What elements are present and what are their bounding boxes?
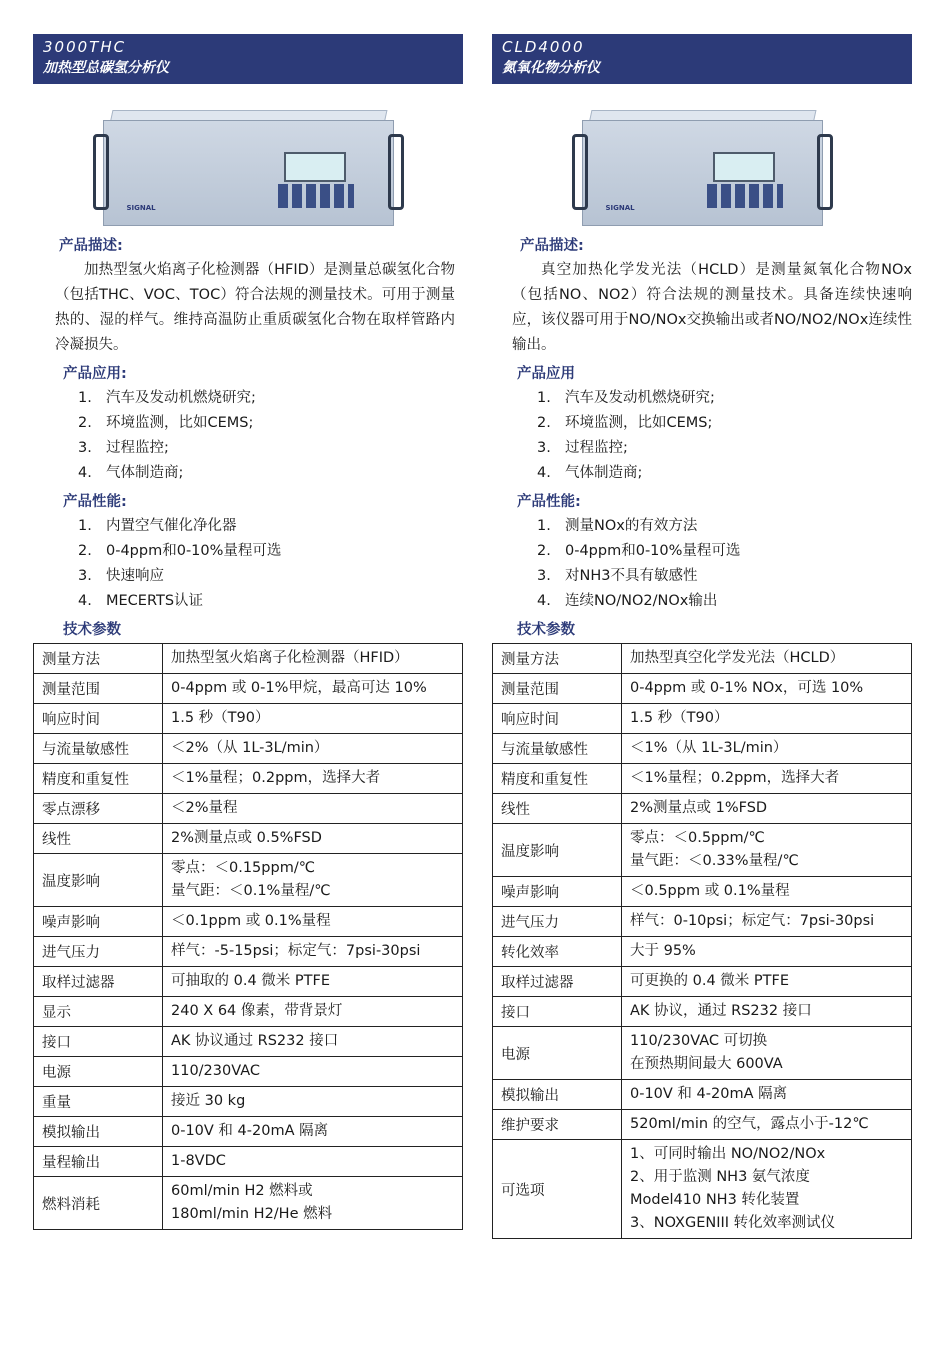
spec-value [163, 734, 463, 764]
analyzer-device-image [570, 116, 835, 226]
spec-value [622, 1140, 912, 1239]
spec-value-line: ＜2%量程 [171, 800, 238, 816]
spec-row [493, 764, 912, 794]
product-header-banner [492, 34, 912, 84]
applications-list [492, 386, 912, 486]
spec-value-line: 0-4ppm 或 0-1%甲烷，最高可达 10% [171, 680, 427, 696]
product-name: 加热型总碳氢分析仪 [43, 60, 169, 76]
list-item-text: 汽车及发动机燃烧研究; [106, 390, 256, 406]
specs-table [33, 643, 463, 1230]
device-keypad [278, 184, 354, 208]
spec-row [493, 877, 912, 907]
spec-row [493, 1140, 912, 1239]
spec-value-line: 在预热期间最大 600VA [630, 1056, 783, 1072]
spec-value [622, 794, 912, 824]
spec-value-line: 3、NOXGENIII 转化效率测试仪 [630, 1215, 836, 1231]
performance-heading: 产品性能: [63, 494, 127, 510]
spec-row [34, 794, 463, 824]
spec-value [163, 1177, 463, 1230]
spec-row [493, 704, 912, 734]
spec-value [622, 1080, 912, 1110]
spec-value [163, 644, 463, 674]
spec-value-line: AK 协议，通过 RS232 接口 [630, 1003, 812, 1019]
spec-row [34, 824, 463, 854]
list-item-text: 汽车及发动机燃烧研究; [565, 390, 715, 406]
list-item [537, 514, 912, 539]
list-item-number: 1. [537, 518, 551, 534]
spec-label: 取样过滤器 [493, 967, 622, 997]
list-item [537, 539, 912, 564]
spec-label: 响应时间 [34, 704, 163, 734]
spec-value [622, 824, 912, 877]
description-text: 真空加热化学发光法（HCLD）是测量氮氧化合物NOx（包括NO、NO2）符合法规的测量技术。具备连续快速响应，该仪器可用于NO/NOx交换输出或者NO/NO2/NOx连续性输出。 [512, 262, 912, 353]
spec-value [622, 644, 912, 674]
list-item [78, 386, 463, 411]
list-item [537, 411, 912, 436]
list-item-number: 2. [78, 415, 92, 431]
list-item-text: 0-4ppm和0-10%量程可选 [565, 543, 741, 559]
spec-value-line: ＜0.1ppm 或 0.1%量程 [171, 913, 331, 929]
spec-label: 精度和重复性 [34, 764, 163, 794]
list-item-number: 4. [78, 465, 92, 481]
spec-row [34, 1087, 463, 1117]
spec-value-line: 大于 95% [630, 943, 696, 959]
spec-row [493, 734, 912, 764]
list-item-number: 3. [78, 440, 92, 456]
list-item-number: 2. [78, 543, 92, 559]
spec-label: 噪声影响 [34, 907, 163, 937]
spec-label: 温度影响 [493, 824, 622, 877]
list-item-text: 内置空气催化净化器 [106, 518, 237, 534]
product-header-banner [33, 34, 463, 84]
spec-value [163, 907, 463, 937]
performance-list [33, 514, 463, 614]
spec-value-line: 60ml/min H2 燃料或 [171, 1183, 313, 1199]
list-item-number: 3. [78, 568, 92, 584]
spec-value [622, 907, 912, 937]
list-item-text: 快速响应 [106, 568, 164, 584]
rack-handle-left [93, 134, 109, 210]
spec-value [622, 764, 912, 794]
spec-row [34, 1027, 463, 1057]
spec-label: 模拟输出 [493, 1080, 622, 1110]
list-item-number: 4. [537, 465, 551, 481]
spec-label: 测量方法 [34, 644, 163, 674]
list-item-number: 4. [537, 593, 551, 609]
spec-value [163, 1057, 463, 1087]
spec-value-line: 0-10V 和 4-20mA 隔离 [630, 1086, 788, 1102]
spec-label: 温度影响 [34, 854, 163, 907]
spec-row [493, 824, 912, 877]
spec-value [163, 704, 463, 734]
applications-heading: 产品应用: [63, 366, 127, 382]
spec-value-line: 520ml/min 的空气，露点小于-12℃ [630, 1116, 869, 1132]
spec-value-line: ＜0.5ppm 或 0.1%量程 [630, 883, 790, 899]
specs-heading: 技术参数 [63, 622, 121, 638]
list-item [78, 514, 463, 539]
applications-heading: 产品应用 [517, 366, 575, 382]
spec-value-line: 量气距：＜0.33%量程/℃ [630, 853, 799, 869]
list-item [78, 539, 463, 564]
spec-row [34, 1177, 463, 1230]
device-brand-logo: SIGNAL [126, 204, 156, 212]
performance-list [492, 514, 912, 614]
list-item-text: MECERTS认证 [106, 593, 204, 609]
spec-value-line: 2%测量点或 0.5%FSD [171, 830, 322, 846]
spec-value [622, 877, 912, 907]
spec-value-line: 加热型真空化学发光法（HCLD） [630, 650, 845, 666]
device-display [284, 152, 346, 182]
description-heading: 产品描述: [520, 238, 584, 254]
spec-row [493, 937, 912, 967]
spec-label: 进气压力 [493, 907, 622, 937]
list-item-text: 过程监控; [565, 440, 628, 456]
list-item-text: 测量NOx的有效方法 [565, 518, 698, 534]
spec-value-line: Model410 NH3 转化装置 [630, 1192, 800, 1208]
spec-label: 测量方法 [493, 644, 622, 674]
list-item-text: 连续NO/NO2/NOx输出 [565, 593, 718, 609]
spec-label: 线性 [34, 824, 163, 854]
list-item-number: 3. [537, 440, 551, 456]
list-item [537, 386, 912, 411]
list-item-text: 对NH3不具有敏感性 [565, 568, 698, 584]
list-item-text: 过程监控; [106, 440, 169, 456]
rack-handle-right [388, 134, 404, 210]
applications-list [33, 386, 463, 486]
specs-table [492, 643, 912, 1239]
list-item-text: 气体制造商; [106, 465, 184, 481]
spec-label: 转化效率 [493, 937, 622, 967]
device-brand-logo: SIGNAL [605, 204, 635, 212]
spec-value-line: 可更换的 0.4 微米 PTFE [630, 973, 789, 989]
spec-row [34, 704, 463, 734]
spec-label: 维护要求 [493, 1110, 622, 1140]
spec-value-line: 接近 30 kg [171, 1093, 246, 1109]
spec-value-line: 110/230VAC [171, 1063, 261, 1079]
spec-value-line: 加热型氢火焰离子化检测器（HFID） [171, 650, 409, 666]
spec-row [34, 937, 463, 967]
spec-value [163, 824, 463, 854]
list-item-number: 4. [78, 593, 92, 609]
spec-row [34, 674, 463, 704]
list-item [537, 589, 912, 614]
spec-value [163, 794, 463, 824]
spec-value-line: 180ml/min H2/He 燃料 [171, 1206, 333, 1222]
spec-value [163, 854, 463, 907]
spec-value-line: 样气：-5-15psi；标定气：7psi-30psi [171, 943, 421, 959]
spec-value [163, 1027, 463, 1057]
spec-row [34, 854, 463, 907]
list-item [78, 411, 463, 436]
spec-value-line: 1.5 秒（T90） [630, 710, 729, 726]
spec-row [493, 794, 912, 824]
product-column-3000thc [33, 34, 463, 1230]
spec-label: 量程输出 [34, 1147, 163, 1177]
spec-value-line: 2、用于监测 NH3 氨气浓度 [630, 1169, 810, 1185]
spec-value-line: 可抽取的 0.4 微米 PTFE [171, 973, 330, 989]
model-name: 3000THC [43, 38, 127, 56]
list-item-number: 2. [537, 415, 551, 431]
list-item-text: 环境监测，比如CEMS; [565, 415, 713, 431]
spec-row [34, 997, 463, 1027]
spec-label: 进气压力 [34, 937, 163, 967]
list-item-number: 2. [537, 543, 551, 559]
spec-value [622, 967, 912, 997]
spec-row [493, 1080, 912, 1110]
spec-value-line: 1.5 秒（T90） [171, 710, 270, 726]
spec-row [34, 907, 463, 937]
spec-value [622, 704, 912, 734]
spec-value [622, 1027, 912, 1080]
spec-label: 响应时间 [493, 704, 622, 734]
spec-value [622, 734, 912, 764]
spec-label: 取样过滤器 [34, 967, 163, 997]
spec-value [163, 1117, 463, 1147]
spec-value-line: ＜2%（从 1L-3L/min） [171, 740, 329, 756]
spec-row [34, 764, 463, 794]
description-heading: 产品描述: [59, 238, 123, 254]
list-item [78, 564, 463, 589]
spec-label: 与流量敏感性 [34, 734, 163, 764]
list-item [78, 589, 463, 614]
spec-label: 精度和重复性 [493, 764, 622, 794]
spec-label: 线性 [493, 794, 622, 824]
spec-row [493, 644, 912, 674]
spec-row [34, 1147, 463, 1177]
performance-heading: 产品性能: [517, 494, 581, 510]
spec-row [34, 1117, 463, 1147]
spec-value-line: 样气：0-10psi；标定气：7psi-30psi [630, 913, 875, 929]
spec-value [163, 764, 463, 794]
spec-row [493, 674, 912, 704]
device-display [713, 152, 775, 182]
spec-value-line: 240 X 64 像素，带背景灯 [171, 1003, 343, 1019]
spec-value-line: ＜1%量程；0.2ppm，选择大者 [630, 770, 840, 786]
spec-label: 显示 [34, 997, 163, 1027]
spec-row [493, 1110, 912, 1140]
spec-value [163, 674, 463, 704]
spec-label: 电源 [34, 1057, 163, 1087]
spec-label: 模拟输出 [34, 1117, 163, 1147]
spec-label: 接口 [34, 1027, 163, 1057]
spec-value-line: 110/230VAC 可切换 [630, 1033, 768, 1049]
spec-value [622, 674, 912, 704]
spec-row [34, 734, 463, 764]
spec-value-line: ＜1%量程；0.2ppm，选择大者 [171, 770, 381, 786]
device-keypad [707, 184, 783, 208]
spec-label: 接口 [493, 997, 622, 1027]
spec-label: 燃料消耗 [34, 1177, 163, 1230]
spec-value-line: AK 协议通过 RS232 接口 [171, 1033, 339, 1049]
spec-value [163, 1087, 463, 1117]
description-text: 加热型氢火焰离子化检测器（HFID）是测量总碳氢化合物（包括THC、VOC、TOC）符合法规的测量技术。可用于测量热的、湿的样气。维持高温防止重质碳氢化合物在取样管路内冷凝损失。 [55, 262, 455, 353]
model-name: CLD4000 [502, 38, 585, 56]
spec-value-line: 1-8VDC [171, 1153, 226, 1169]
list-item [537, 436, 912, 461]
list-item [78, 461, 463, 486]
spec-label: 测量范围 [493, 674, 622, 704]
list-item-number: 1. [537, 390, 551, 406]
product-column-cld4000 [492, 34, 912, 1239]
spec-label: 噪声影响 [493, 877, 622, 907]
spec-label: 可选项 [493, 1140, 622, 1239]
rack-handle-left [572, 134, 588, 210]
spec-value-line: 零点：＜0.5ppm/℃ [630, 830, 765, 846]
spec-row [493, 997, 912, 1027]
spec-value-line: 零点：＜0.15ppm/℃ [171, 860, 315, 876]
spec-value [622, 937, 912, 967]
list-item-text: 0-4ppm和0-10%量程可选 [106, 543, 282, 559]
product-name: 氮氧化物分析仪 [502, 60, 600, 76]
spec-value [163, 1147, 463, 1177]
spec-row [34, 644, 463, 674]
spec-label: 测量范围 [34, 674, 163, 704]
spec-row [493, 967, 912, 997]
spec-label: 电源 [493, 1027, 622, 1080]
spec-value-line: 0-10V 和 4-20mA 隔离 [171, 1123, 329, 1139]
spec-value-line: 0-4ppm 或 0-1% NOx，可选 10% [630, 680, 864, 696]
spec-row [34, 1057, 463, 1087]
spec-value [163, 967, 463, 997]
list-item-text: 气体制造商; [565, 465, 643, 481]
analyzer-device-image [91, 116, 406, 226]
list-item-text: 环境监测，比如CEMS; [106, 415, 254, 431]
spec-value-line: ＜1%（从 1L-3L/min） [630, 740, 788, 756]
list-item [78, 436, 463, 461]
spec-value [163, 997, 463, 1027]
spec-label: 零点漂移 [34, 794, 163, 824]
list-item-number: 1. [78, 390, 92, 406]
list-item-number: 3. [537, 568, 551, 584]
spec-value-line: 1、可同时输出 NO/NO2/NOx [630, 1146, 826, 1162]
spec-row [493, 907, 912, 937]
rack-handle-right [817, 134, 833, 210]
spec-value-line: 量气距：＜0.1%量程/℃ [171, 883, 331, 899]
spec-value [622, 997, 912, 1027]
spec-value [622, 1110, 912, 1140]
spec-row [34, 967, 463, 997]
spec-value-line: 2%测量点或 1%FSD [630, 800, 768, 816]
spec-label: 重量 [34, 1087, 163, 1117]
spec-value [163, 937, 463, 967]
spec-label: 与流量敏感性 [493, 734, 622, 764]
specs-heading: 技术参数 [517, 622, 575, 638]
list-item-number: 1. [78, 518, 92, 534]
list-item [537, 461, 912, 486]
list-item [537, 564, 912, 589]
spec-row [493, 1027, 912, 1080]
